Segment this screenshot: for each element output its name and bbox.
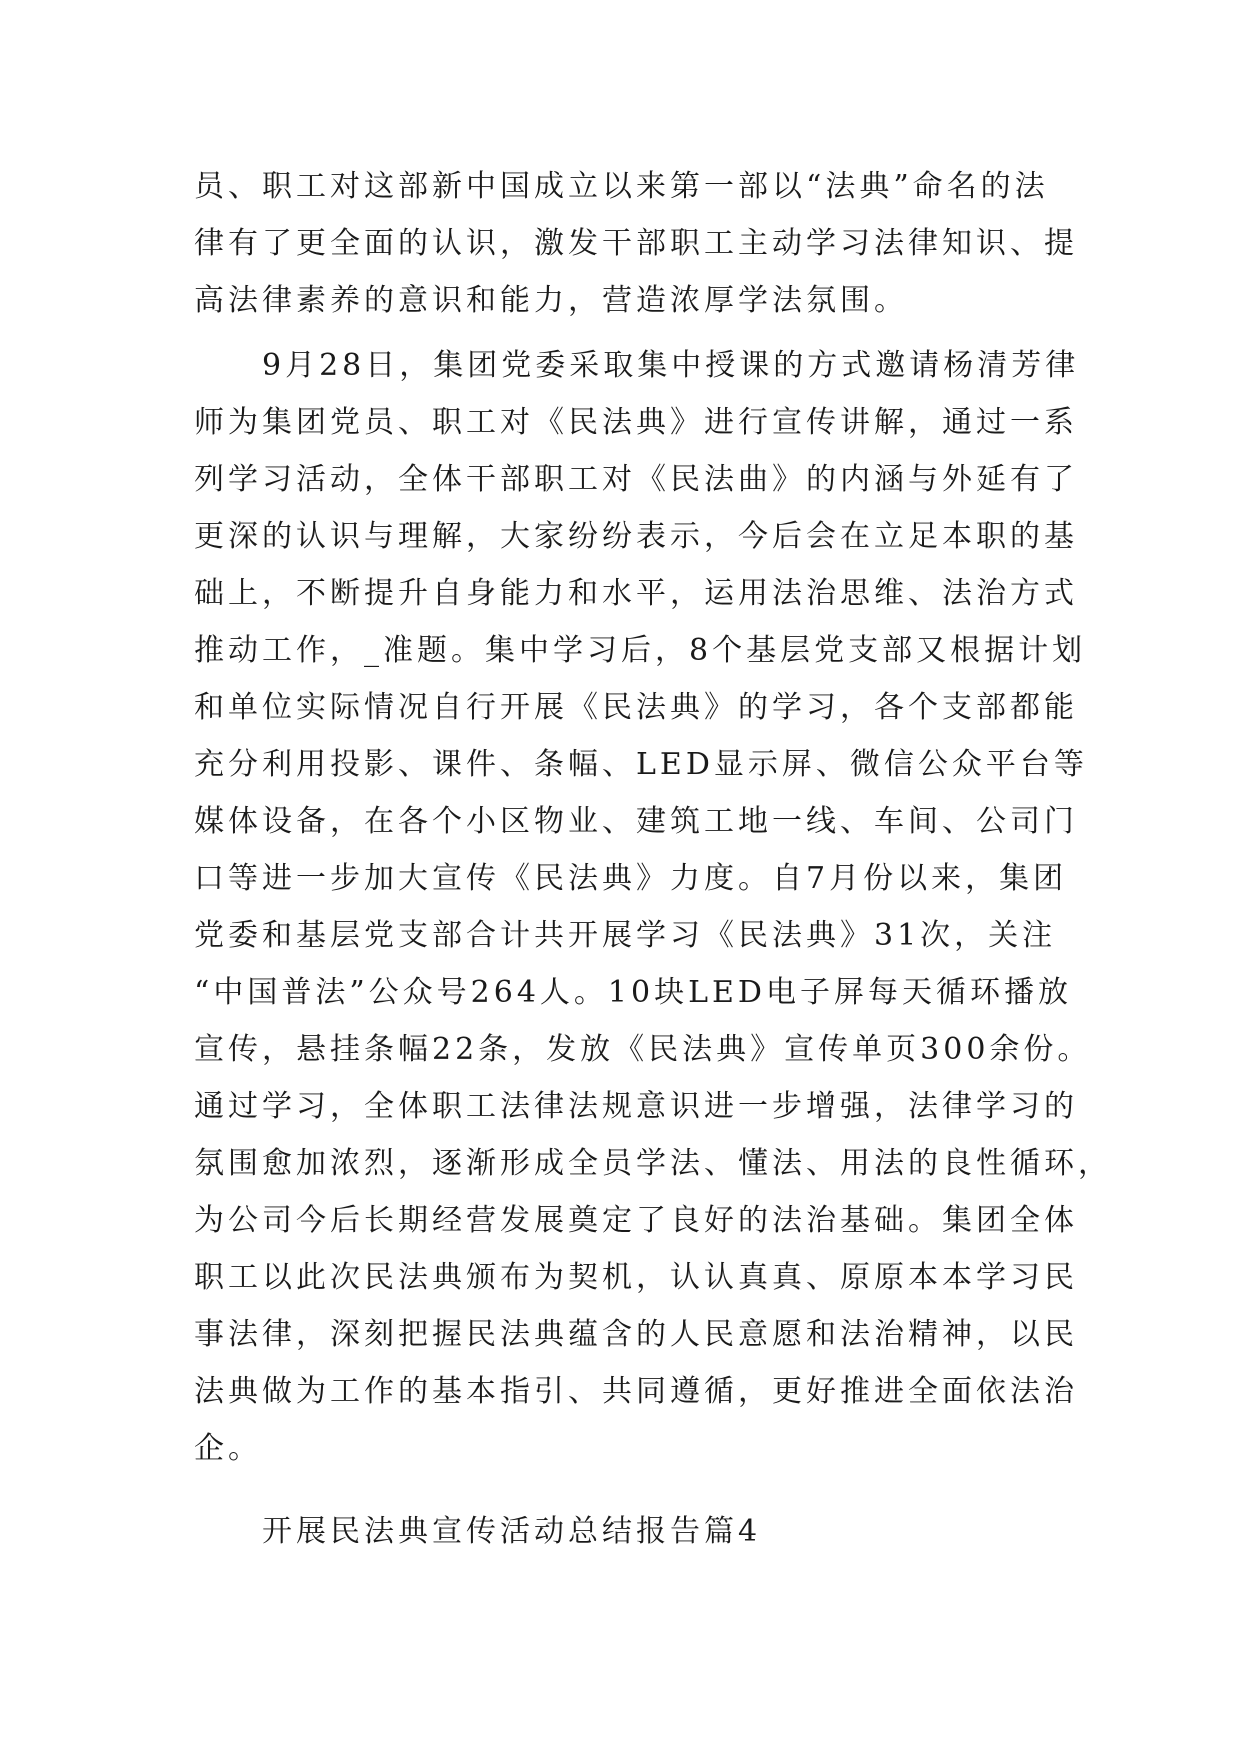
paragraph-line: 氛围愈加浓烈，逐渐形成全员学法、懂法、用法的良性循环， (194, 1146, 1112, 1181)
paragraph-line: 宣传，悬挂条幅22条，发放《民法典》宣传单页300余份。 (194, 1032, 1092, 1067)
paragraph-line: 事法律，深刻把握民法典蕴含的人民意愿和法治精神，以民 (194, 1317, 1078, 1352)
paragraph-line: 师为集团党员、职工对《民法典》进行宣传讲解，通过一系 (194, 405, 1078, 440)
paragraph-line: 媒体设备，在各个小区物业、建筑工地一线、车间、公司门 (194, 804, 1078, 839)
paragraph-line: 法典做为工作的基本指引、共同遵循，更好推进全面依法治 (194, 1374, 1078, 1409)
paragraph-line: 高法律素养的意识和能力，营造浓厚学法氛围。 (194, 283, 908, 318)
paragraph-line: 口等进一步加大宣传《民法典》力度。自7月份以来，集团 (194, 861, 1068, 896)
paragraph-line: 础上，不断提升自身能力和水平，运用法治思维、法治方式 (194, 576, 1078, 611)
paragraph-spacer (194, 329, 1074, 337)
paragraph-line: 更深的认识与理解，大家纷纷表示，今后会在立足本职的基 (194, 519, 1078, 554)
paragraph-line: 员、职工对这部新中国成立以来第一部以“法典”命名的法 (194, 169, 1049, 204)
section-heading: 开展民法典宣传活动总结报告篇4 (194, 1514, 762, 1549)
paragraph-line: 律有了更全面的认识，激发干部职工主动学习法律知识、提 (194, 226, 1078, 261)
paragraph-2 (194, 337, 1112, 1477)
paragraph-line: 充分利用投影、课件、条幅、LED显示屏、微信公众平台等 (194, 747, 1088, 782)
paragraph-line: 为公司今后长期经营发展奠定了良好的法治基础。集团全体 (194, 1203, 1078, 1238)
paragraph-line: 企。 (194, 1431, 262, 1466)
heading-spacer (194, 1477, 1074, 1503)
paragraph-line: 党委和基层党支部合计共开展学习《民法典》31次，关注 (194, 918, 1057, 953)
paragraph-line: 和单位实际情况自行开展《民法典》的学习，各个支部都能 (194, 690, 1078, 725)
paragraph-1 (194, 158, 1078, 329)
paragraph-line: 通过学习，全体职工法律法规意识进一步增强，法律学习的 (194, 1089, 1078, 1124)
paragraph-line: “中国普法”公众号264人。10块LED电子屏每天循环播放 (194, 975, 1072, 1010)
paragraph-line: 列学习活动，全体干部职工对《民法曲》的内涵与外延有了 (194, 462, 1078, 497)
document-body (194, 158, 1112, 1560)
paragraph-line: 推动工作，_准题。集中学习后，8个基层党支部又根据计划 (194, 633, 1087, 668)
paragraph-line: 9月28日，集团党委采取集中授课的方式邀请杨清芳律 (194, 348, 1080, 383)
paragraph-line: 职工以此次民法典颁布为契机，认认真真、原原本本学习民 (194, 1260, 1078, 1295)
